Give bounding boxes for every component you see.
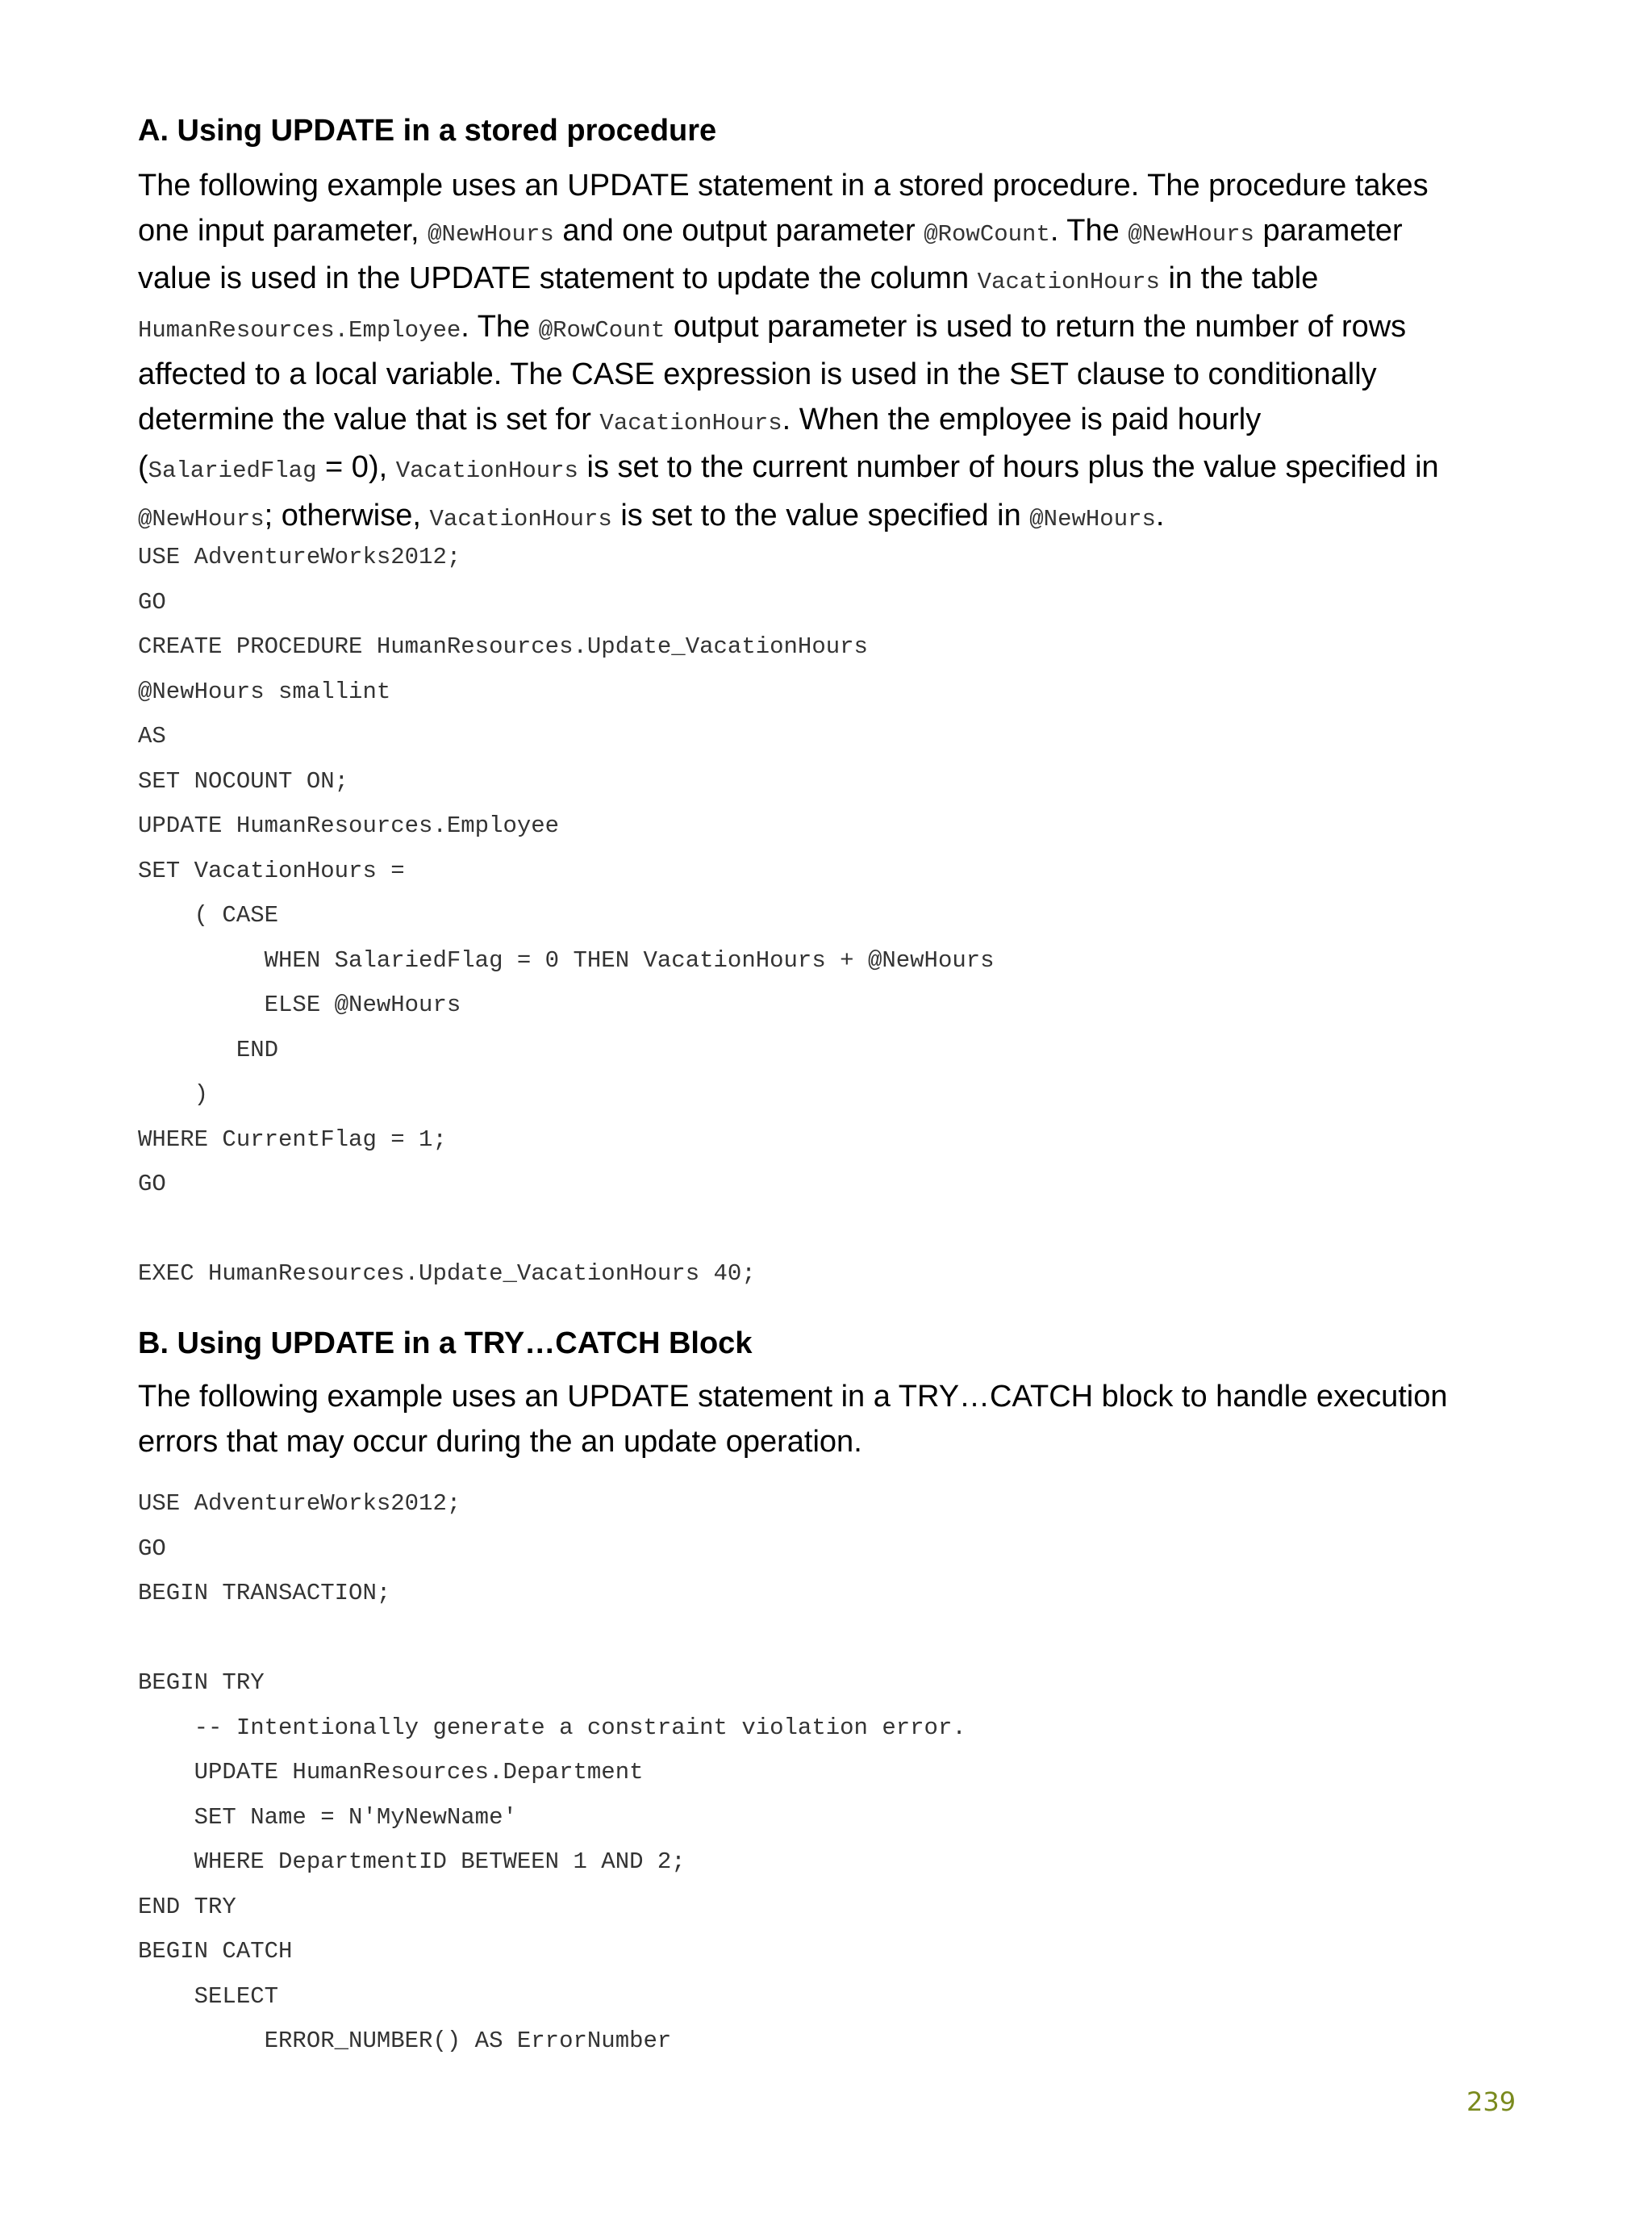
code-line bbox=[138, 1207, 995, 1252]
code-line: USE AdventureWorks2012; bbox=[138, 1490, 461, 1517]
paragraph-text: affected to a local variable. The CASE expression is used in the SET clause to conditionally bbox=[138, 357, 1377, 391]
paragraph-text: ; otherwise, bbox=[264, 498, 430, 532]
code-line: ( CASE bbox=[138, 902, 279, 929]
section-a-heading: A. Using UPDATE in a stored procedure bbox=[138, 114, 717, 148]
inline-code: SalariedFlag bbox=[148, 457, 317, 484]
code-line bbox=[138, 1616, 966, 1661]
inline-code: @NewHours bbox=[428, 220, 554, 248]
code-line: GO bbox=[138, 1535, 166, 1562]
section-b-paragraph bbox=[138, 1375, 1448, 1464]
code-line: ) bbox=[138, 1081, 209, 1108]
paragraph-text: ( bbox=[138, 450, 148, 484]
inline-code: @RowCount bbox=[538, 316, 665, 344]
page-number: 239 bbox=[1466, 2086, 1516, 2117]
inline-code: @NewHours bbox=[1128, 220, 1254, 248]
inline-code: VacationHours bbox=[599, 409, 782, 436]
code-line: @NewHours smallint bbox=[138, 678, 391, 705]
paragraph-text: and one output parameter bbox=[553, 213, 924, 248]
paragraph-text: The following example uses an UPDATE statement in a stored procedure. The procedure takes bbox=[138, 169, 1429, 203]
inline-code: @NewHours bbox=[1029, 505, 1156, 532]
code-line: EXEC HumanResources.Update_VacationHours 40; bbox=[138, 1260, 756, 1287]
code-line: BEGIN TRANSACTION; bbox=[138, 1580, 391, 1606]
inline-code: @NewHours bbox=[138, 505, 265, 532]
inline-code: VacationHours bbox=[429, 505, 612, 532]
paragraph-text: one input parameter, bbox=[138, 213, 428, 248]
section-b-code-block bbox=[138, 1481, 966, 2064]
code-line: WHERE CurrentFlag = 1; bbox=[138, 1126, 447, 1153]
paragraph-text: is set to the current number of hours plus the value specified in bbox=[578, 450, 1439, 484]
paragraph-text: errors that may occur during the an update operation. bbox=[138, 1424, 862, 1459]
paragraph-text: is set to the value specified in bbox=[611, 498, 1030, 532]
paragraph-text: . The bbox=[1049, 213, 1128, 248]
code-line: -- Intentionally generate a constraint violation error. bbox=[138, 1714, 966, 1741]
code-line: GO bbox=[138, 588, 166, 616]
section-a-paragraph bbox=[138, 164, 1439, 541]
code-line: SET Name = N'MyNewName' bbox=[138, 1803, 517, 1831]
code-line: WHEN SalariedFlag = 0 THEN VacationHours + @NewHours bbox=[138, 946, 995, 974]
code-line: BEGIN TRY bbox=[138, 1669, 265, 1696]
code-line: UPDATE HumanResources.Employee bbox=[138, 812, 560, 839]
code-line: SELECT bbox=[138, 1982, 279, 2010]
inline-code: @RowCount bbox=[924, 220, 1050, 248]
paragraph-text: in the table bbox=[1159, 261, 1319, 295]
code-line: ERROR_NUMBER() AS ErrorNumber bbox=[138, 2028, 672, 2054]
paragraph-text: determine the value that is set for bbox=[138, 402, 600, 436]
paragraph-text: parameter bbox=[1254, 213, 1403, 248]
section-a-code-block bbox=[138, 535, 995, 1297]
code-line: CREATE PROCEDURE HumanResources.Update_VacationHours bbox=[138, 633, 868, 660]
code-line: SET NOCOUNT ON; bbox=[138, 767, 349, 795]
code-line: END bbox=[138, 1036, 279, 1063]
inline-code: VacationHours bbox=[395, 457, 578, 484]
code-line: SET VacationHours = bbox=[138, 857, 405, 884]
section-b-heading: B. Using UPDATE in a TRY…CATCH Block bbox=[138, 1326, 753, 1360]
code-line: ELSE @NewHours bbox=[138, 992, 461, 1018]
paragraph-text: output parameter is used to return the number of rows bbox=[665, 309, 1407, 344]
paragraph-text: value is used in the UPDATE statement to update the column bbox=[138, 261, 978, 295]
paragraph-text: . The bbox=[461, 309, 539, 344]
paragraph-text: = 0), bbox=[316, 450, 396, 484]
code-line: END TRY bbox=[138, 1893, 236, 1920]
paragraph-text: . When the employee is paid hourly bbox=[782, 402, 1262, 436]
code-line: WHERE DepartmentID BETWEEN 1 AND 2; bbox=[138, 1848, 686, 1875]
paragraph-text: . bbox=[1155, 498, 1165, 532]
code-line: BEGIN CATCH bbox=[138, 1938, 293, 1965]
inline-code: VacationHours bbox=[977, 269, 1160, 295]
inline-code: HumanResources.Employee bbox=[138, 316, 461, 344]
paragraph-text: The following example uses an UPDATE statement in a TRY…CATCH block to handle execution bbox=[138, 1380, 1448, 1414]
code-line: AS bbox=[138, 723, 166, 750]
code-line: USE AdventureWorks2012; bbox=[138, 544, 461, 570]
code-line: GO bbox=[138, 1171, 166, 1197]
code-line: UPDATE HumanResources.Department bbox=[138, 1759, 644, 1785]
